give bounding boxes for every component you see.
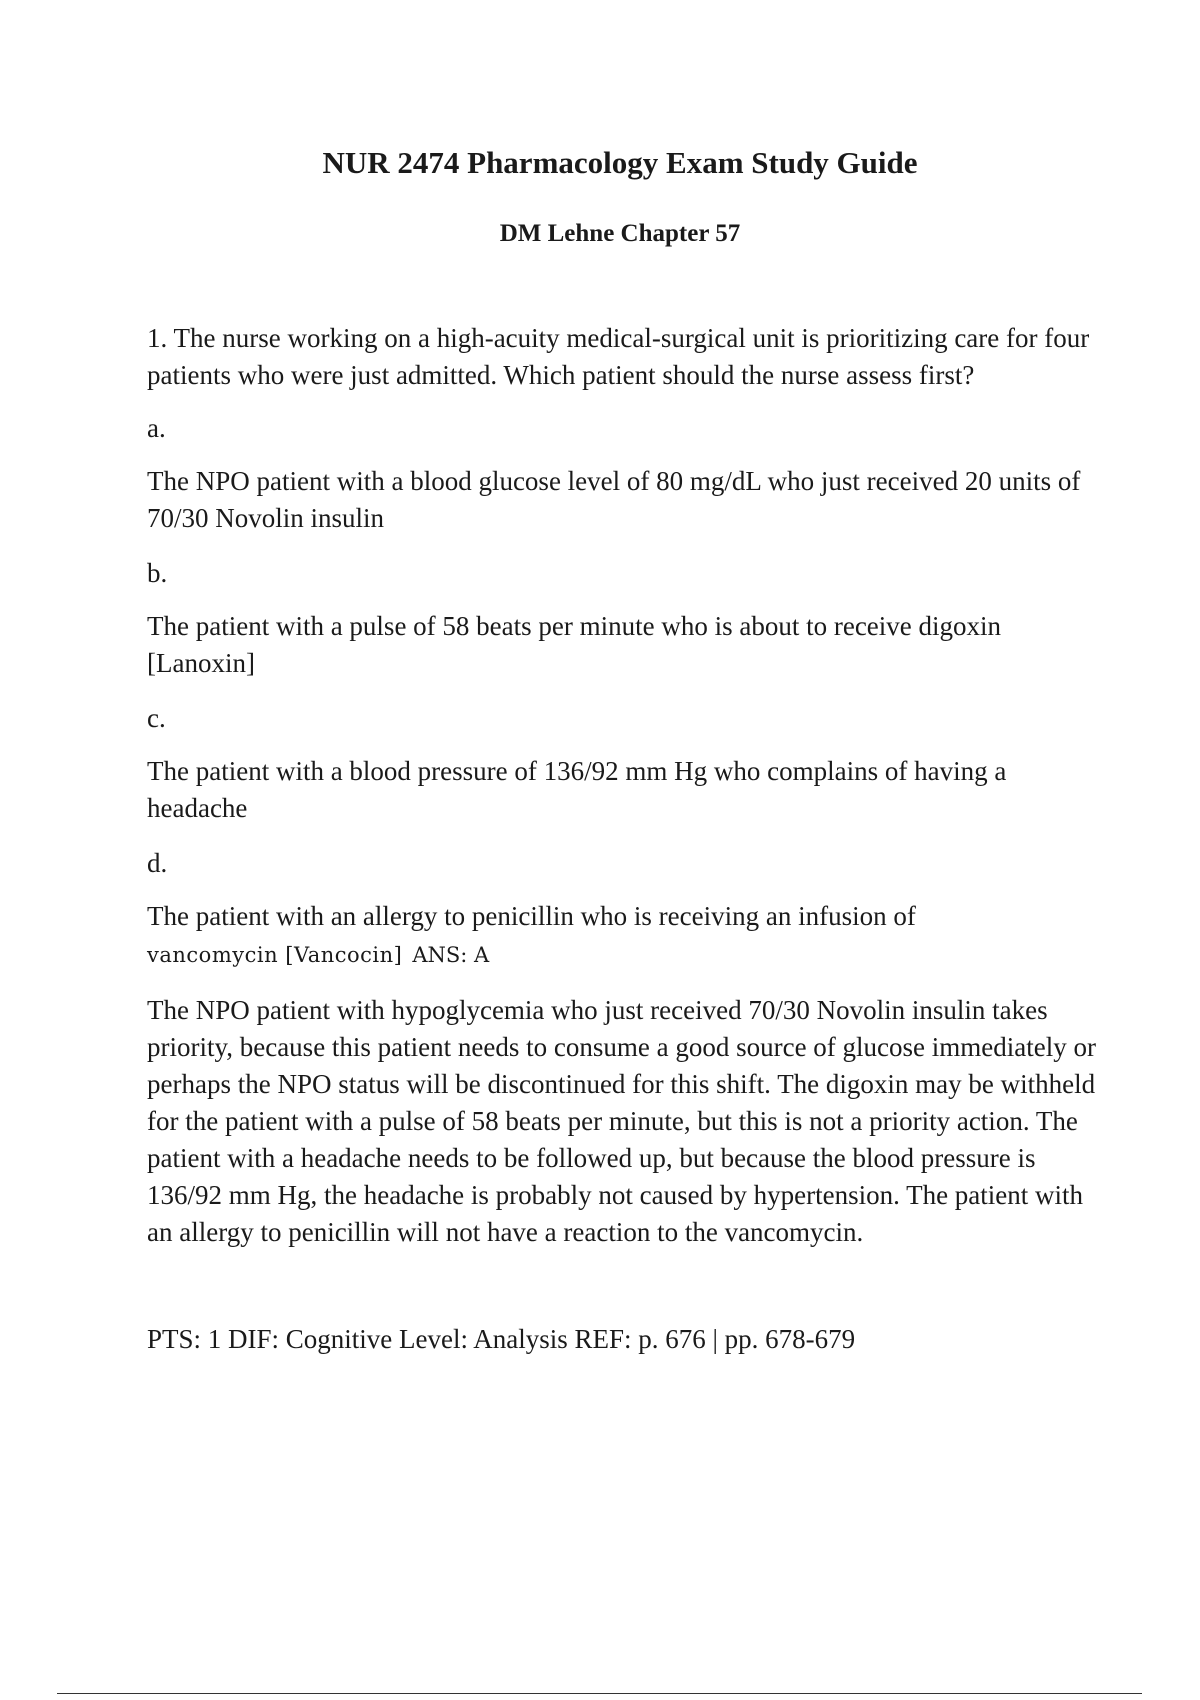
option-d xyxy=(147,898,1097,974)
footer-divider xyxy=(57,1693,1142,1694)
option-d-text: The patient with an allergy to penicillin who is receiving an infusion of xyxy=(147,901,916,931)
question-metadata: PTS: 1 DIF: Cognitive Level: Analysis REF: p. 676 | pp. 678-679 xyxy=(147,1324,856,1354)
option-a-text: The NPO patient with a blood glucose level of 80 mg/dL who just received 20 units of 70/30 Novolin insulin xyxy=(147,466,1081,533)
option-a-letter: a. xyxy=(147,413,166,443)
option-c-letter: c. xyxy=(147,703,166,733)
answer-label: ANS: A xyxy=(412,943,490,967)
option-b-letter: b. xyxy=(147,558,168,588)
option-d-letter: d. xyxy=(147,848,168,878)
document-subtitle: DM Lehne Chapter 57 xyxy=(499,220,741,247)
document-title: NUR 2474 Pharmacology Exam Study Guide xyxy=(322,145,918,180)
option-c-text: The patient with a blood pressure of 136/92 mm Hg who complains of having a headache xyxy=(147,756,1007,823)
option-d-text-continued: vancomycin [Vancocin] xyxy=(147,943,403,967)
question-stem: 1. The nurse working on a high-acuity medical-surgical unit is prioritizing care for four patients who were just admitted. Which patient should the nurse assess first? xyxy=(147,323,1090,390)
option-b-text: The patient with a pulse of 58 beats per minute who is about to receive digoxin [Lanoxin] xyxy=(147,611,1002,678)
answer-rationale: The NPO patient with hypoglycemia who just received 70/30 Novolin insulin takes priority, because this patient needs to consume a good source of glucose immediately or perhaps the NPO status will be discontinued for this shift. The digoxin may be withheld for the patient with a pulse of 58 beats per minute, but this is not a priority action. The patient with a headache needs to be followed up, but because the blood pressure is 136/92 mm Hg, the headache is probably not caused by hypertension. The patient with an allergy to penicillin will not have a reaction to the vancomycin. xyxy=(147,995,1096,1247)
question-block xyxy=(147,320,1097,1358)
